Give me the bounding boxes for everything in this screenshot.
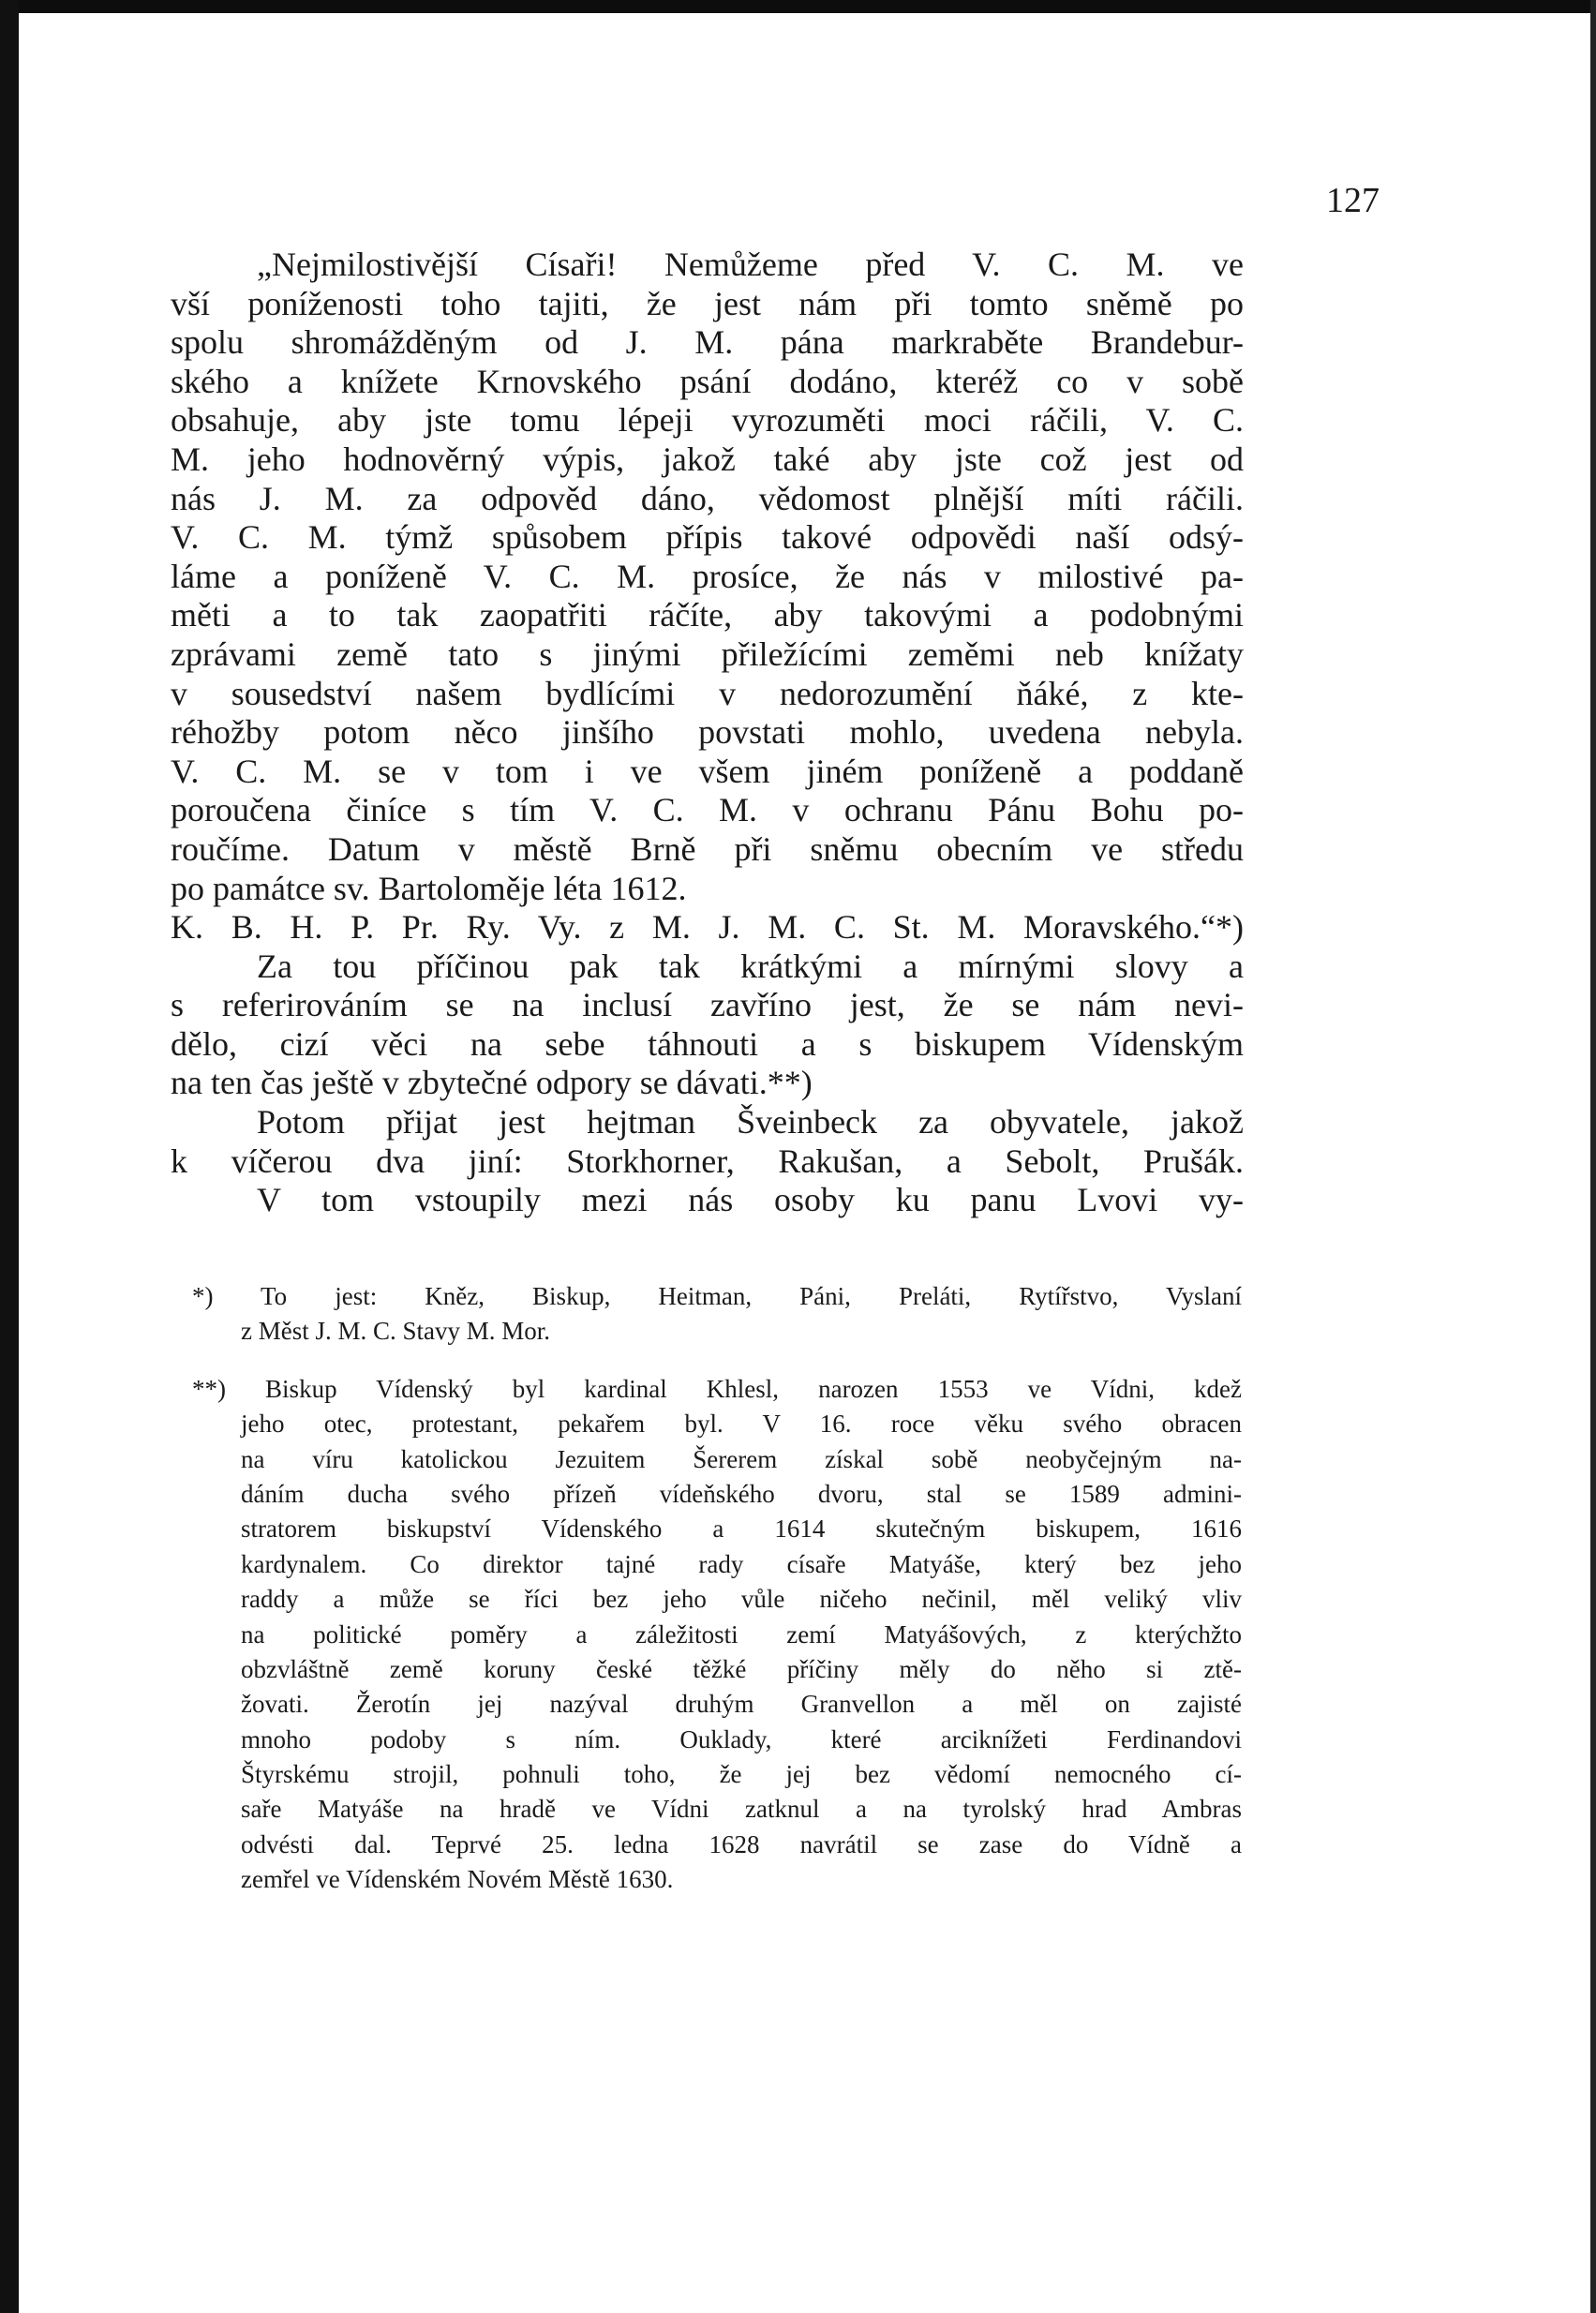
text-line: po památce sv. Bartoloměje léta 1612. bbox=[171, 869, 687, 907]
footnote-line: zemřel ve Vídenském Novém Městě 1630. bbox=[241, 1865, 674, 1894]
scan-right-border bbox=[1590, 0, 1596, 2313]
footnote-line: mnoho podoby s ním. Ouklady, které arciknížeti Ferdinandovi bbox=[241, 1724, 1242, 1753]
main-text bbox=[171, 246, 1244, 1220]
footnote-line: kardynalem. Co direktor tajné rady císaře Matyáše, který bez jeho bbox=[241, 1549, 1242, 1578]
scan-top-border bbox=[0, 0, 1596, 13]
footnote-line: dáním ducha svého přízeň vídeňského dvoru, stal se 1589 admini- bbox=[241, 1479, 1242, 1508]
footnote-line: na politické poměry a záležitosti zemí Matyášových, z kterýchžto bbox=[241, 1619, 1242, 1649]
text-line: ského a knížete Krnovského psání dodáno, kteréž co v sobě bbox=[171, 362, 1244, 400]
text-line: obsahuje, aby jste tomu lépeji vyrozuměti moci ráčili, V. C. bbox=[171, 401, 1244, 440]
text-line: v sousedství našem bydlícími v nedorozumění ňáké, z kte- bbox=[171, 674, 1244, 712]
text-line: V. C. M. se v tom i ve všem jiném poníženě a poddaně bbox=[171, 752, 1244, 790]
text-line: V. C. M. týmž spůsobem přípis takové odpovědi naší odsý- bbox=[171, 518, 1244, 557]
footnote-line: jeho otec, protestant, pekařem byl. V 16. roce věku svého obracen bbox=[241, 1410, 1242, 1439]
text-line: M. jeho hodnověrný výpis, jakož také aby jste což jest od bbox=[171, 440, 1244, 478]
text-line: na ten čas ještě v zbytečné odpory se dávati.**) bbox=[171, 1064, 813, 1102]
text-line: spolu shromážděným od J. M. pána markraběte Brandebur- bbox=[171, 323, 1244, 362]
text-line: Potom přijat jest hejtman Šveinbeck za obyvatele, jakož bbox=[257, 1103, 1244, 1142]
footnote-line: žovati. Žerotín jej nazýval druhým Granvellon a měl on zajisté bbox=[241, 1690, 1242, 1719]
text-line: V tom vstoupily mezi nás osoby ku panu Lvovi vy- bbox=[257, 1181, 1244, 1219]
text-line: měti a to tak zaopatřiti ráčíte, aby takovými a podobnými bbox=[171, 596, 1244, 634]
footnote-line: na víru katolickou Jezuitem Šererem získal sobě neobyčejným na- bbox=[241, 1444, 1242, 1473]
footnote-line: stratorem biskupství Vídenského a 1614 skutečným biskupem, 1616 bbox=[241, 1515, 1242, 1544]
text-line: k víčerou dva jiní: Storkhorner, Rakušan, a Sebolt, Prušák. bbox=[171, 1142, 1244, 1180]
signature-line: K. B. H. P. Pr. Ry. Vy. z M. J. M. C. St. M. Moravského.“*) bbox=[171, 908, 1244, 947]
footnote-2 bbox=[192, 1372, 1242, 1898]
text-line: poroučena činíce s tím V. C. M. v ochranu Pánu Bohu po- bbox=[171, 791, 1244, 829]
footnote-line: saře Matyáše na hradě ve Vídni zatknul a na tyrolský hrad Ambras bbox=[241, 1795, 1242, 1824]
footnote-1 bbox=[192, 1279, 1242, 1350]
scan-left-border bbox=[0, 0, 19, 2313]
text-line: vší poníženosti toho tajiti, že jest nám při tomto sněmě po bbox=[171, 284, 1244, 322]
text-line: zprávami země tato s jinými přiležícími zeměmi neb knížaty bbox=[171, 634, 1244, 673]
footnote-line: *) To jest: Kněz, Biskup, Heitman, Páni, Preláti, Rytířstvo, Vyslaní bbox=[192, 1282, 1242, 1310]
text-line: s referirováním se na inclusí zavříno jest, že se nám nevi- bbox=[171, 986, 1244, 1024]
text-line: „Nejmilostivější Císaři! Nemůžeme před V. C. M. ve bbox=[257, 246, 1244, 283]
page-number: 127 bbox=[1326, 181, 1380, 220]
text-line: dělo, cizí věci na sebe táhnouti a s biskupem Vídenským bbox=[171, 1024, 1244, 1063]
text-line: nás J. M. za odpověd dáno, vědomost plnější míti ráčili. bbox=[171, 479, 1244, 517]
text-line: láme a poníženě V. C. M. prosíce, že nás v milostivé pa- bbox=[171, 557, 1244, 595]
footnote-line: raddy a může se říci bez jeho vůle ničeho nečinil, měl veliký vliv bbox=[241, 1585, 1242, 1614]
footnote-line: **) Biskup Vídenský byl kardinal Khlesl, narozen 1553 ve Vídni, kdež bbox=[192, 1374, 1242, 1403]
text-line: réhožby potom něco jinšího povstati mohlo, uvedena nebyla. bbox=[171, 713, 1244, 752]
text-line: Za tou příčinou pak tak krátkými a mírnými slovy a bbox=[257, 947, 1244, 985]
text-line: roučíme. Datum v městě Brně při sněmu obecním ve středu bbox=[171, 829, 1244, 868]
footnote-line: Štyrskému strojil, pohnuli toho, že jej bez vědomí nemocného cí- bbox=[241, 1760, 1242, 1789]
footnote-line: z Měst J. M. C. Stavy M. Mor. bbox=[241, 1317, 551, 1346]
footnote-line: odvésti dal. Teprvé 25. ledna 1628 navrátil se zase do Vídně a bbox=[241, 1829, 1242, 1858]
footnote-line: obzvláštně země koruny české těžké příčiny měly do něho si ztě- bbox=[241, 1654, 1242, 1683]
footnotes bbox=[192, 1279, 1242, 1920]
